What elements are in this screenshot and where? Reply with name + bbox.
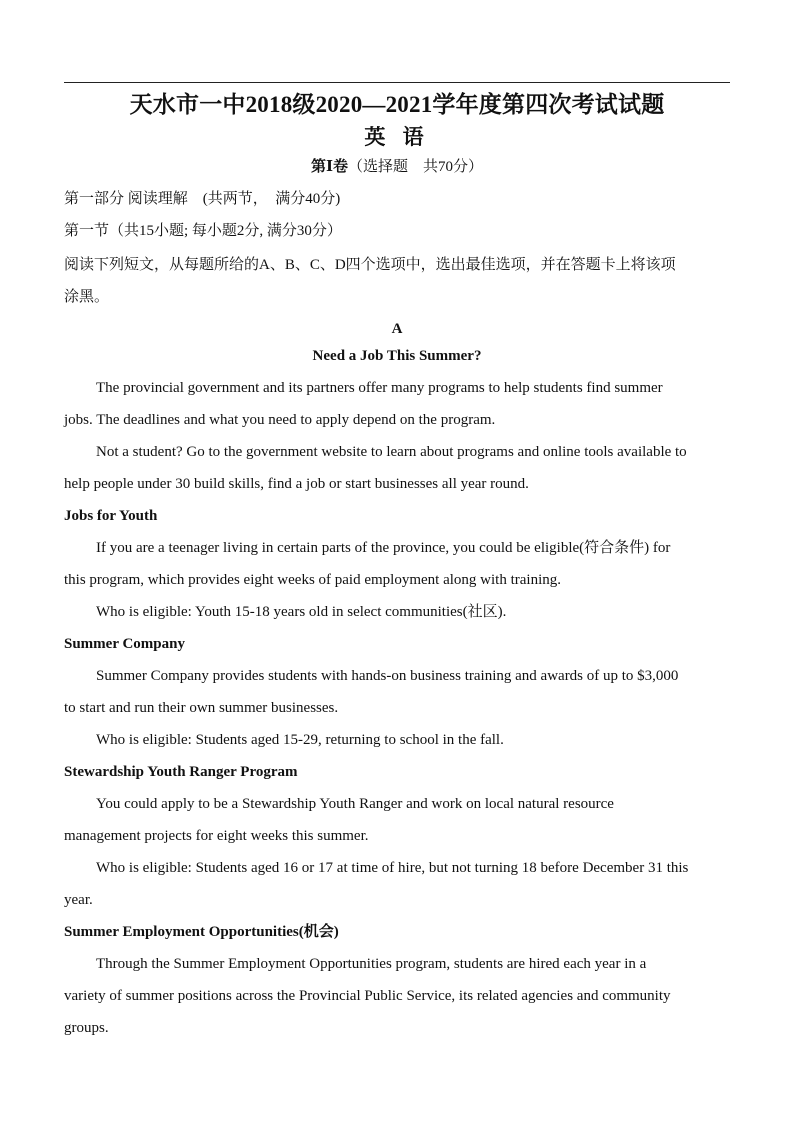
passage-line: Who is eligible: Students aged 16 or 17 at time of hire, but not turning 18 before December 31 this — [96, 860, 689, 876]
directions-line-2: 涂黑。 — [64, 289, 110, 305]
volume-note: （选择题 共70分） — [348, 159, 484, 175]
passage-line: Who is eligible: Students aged 15-29, returning to school in the fall. — [96, 732, 504, 748]
passage-line: Through the Summer Employment Opportunities program, students are hired each year in a — [96, 956, 647, 972]
section-heading-jobs-for-youth: Jobs for Youth — [64, 508, 158, 524]
section-heading-stewardship: Stewardship Youth Ranger Program — [64, 764, 298, 780]
passage-line: groups. — [64, 1020, 109, 1036]
exam-title: 天水市一中2018级2020—2021学年度第四次考试试题 — [129, 92, 665, 117]
part-instruction: 第一部分 阅读理解 (共两节， 满分40分) — [64, 191, 341, 207]
passage-letter: A — [391, 321, 403, 337]
section-heading-summer-company: Summer Company — [64, 636, 185, 652]
passage-line: to start and run their own summer businesses. — [64, 700, 339, 716]
passage-line: If you are a teenager living in certain parts of the province, you could be eligible(符合条件) for — [96, 540, 671, 556]
subject-title: 英 语 — [364, 125, 430, 149]
passage-line: Not a student? Go to the government website to learn about programs and online tools available to — [96, 444, 687, 460]
volume-label: 第Ⅰ卷 — [310, 159, 348, 175]
section-heading-summer-employment: Summer Employment Opportunities(机会) — [64, 924, 339, 940]
section-instruction: 第一节（共15小题; 每小题2分, 满分30分） — [64, 223, 342, 239]
passage-line: Who is eligible: Youth 15-18 years old in select communities(社区). — [96, 604, 507, 620]
passage-line: jobs. The deadlines and what you need to apply depend on the program. — [64, 412, 496, 428]
passage-line: this program, which provides eight weeks of paid employment along with training. — [64, 572, 561, 588]
passage-line: year. — [64, 892, 93, 908]
passage-line: help people under 30 build skills, find a job or start businesses all year round. — [64, 476, 529, 492]
passage-line: The provincial government and its partners offer many programs to help students find summer — [96, 380, 663, 396]
volume-heading — [0, 158, 794, 176]
passage-title: Need a Job This Summer? — [312, 348, 482, 364]
directions-line-1: 阅读下列短文，从每题所给的A、B、C、D四个选项中，选出最佳选项，并在答题卡上将该项 — [64, 257, 676, 273]
passage-line: variety of summer positions across the Provincial Public Service, its related agencies and community — [64, 988, 671, 1004]
passage-line: Summer Company provides students with hands-on business training and awards of up to $3,000 — [96, 668, 679, 684]
passage-line: management projects for eight weeks this summer. — [64, 828, 369, 844]
header-rule — [64, 82, 730, 83]
passage-line: You could apply to be a Stewardship Youth Ranger and work on local natural resource — [96, 796, 614, 812]
